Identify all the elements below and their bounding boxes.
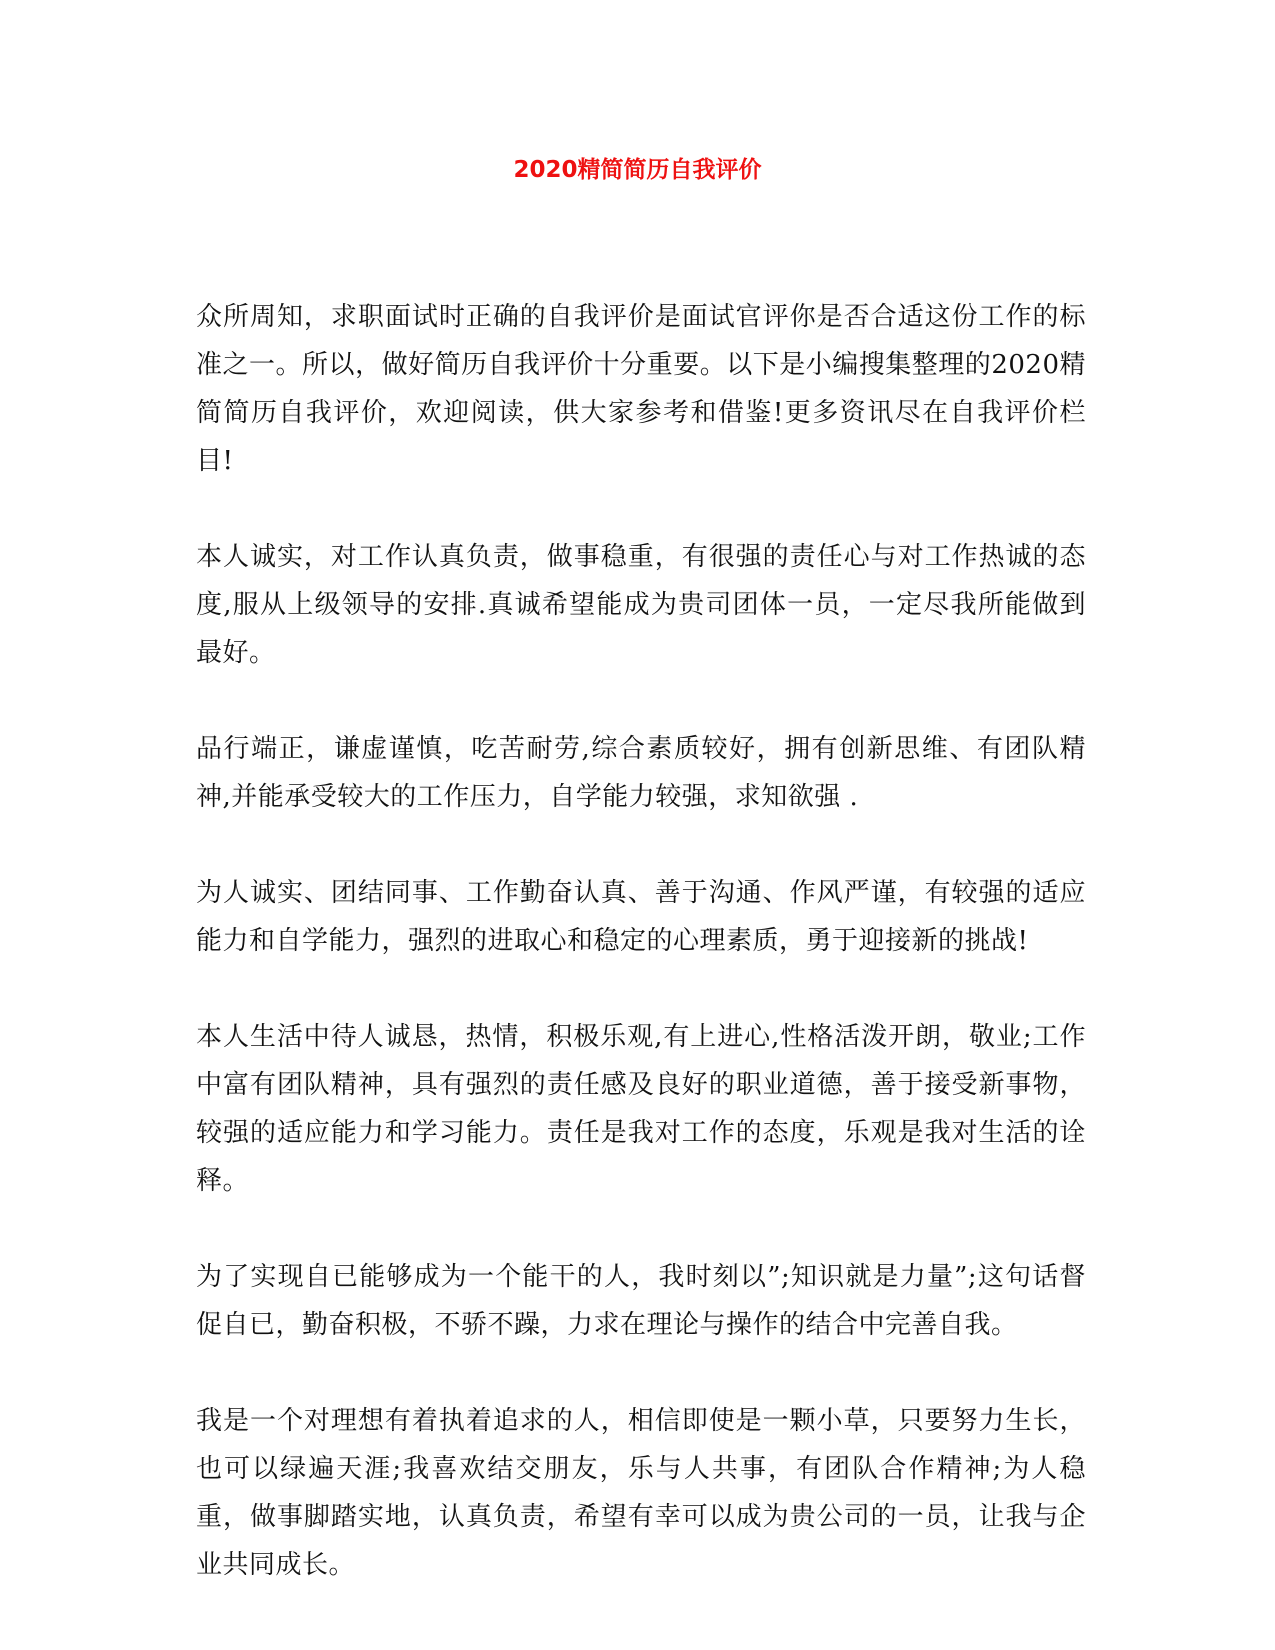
paragraph-knowledge-is-power: 为了实现自已能够成为一个能干的人，我时刻以”;知识就是力量”;这句话督促自已，勤奋积极，不骄不躁，力求在理论与操作的结合中完善自我。	[196, 1262, 1086, 1340]
paragraph-honest-responsible: 本人诚实，对工作认真负责，做事稳重，有很强的责任心与对工作热诚的态度,服从上级领导的安排.真诚希望能成为贵司团体一员，一定尽我所能做到最好。	[196, 542, 1086, 668]
paragraph-character: 品行端正，谦虚谨慎，吃苦耐劳,综合素质较好，拥有创新思维、有团队精神,并能承受较大的工作压力，自学能力较强，求知欲强 .	[196, 734, 1086, 812]
paragraph-teamwork: 为人诚实、团结同事、工作勤奋认真、善于沟通、作风严谨，有较强的适应能力和自学能力，强烈的进取心和稳定的心理素质，勇于迎接新的挑战!	[196, 878, 1086, 956]
paragraph-intro: 众所周知，求职面试时正确的自我评价是面试官评你是否合适这份工作的标准之一。所以，做好简历自我评价十分重要。以下是小编搜集整理的2020精简简历自我评价，欢迎阅读，供大家参考和借鉴!更多资讯尽在自我评价栏目!	[196, 302, 1086, 476]
document-title: 2020精简简历自我评价	[513, 157, 762, 183]
paragraph-life-attitude: 本人生活中待人诚恳，热情，积极乐观,有上进心,性格活泼开朗，敬业;工作中富有团队精神，具有强烈的责任感及良好的职业道德，善于接受新事物，较强的适应能力和学习能力。责任是我对工作的态度，乐观是我对生活的诠释。	[196, 1022, 1086, 1196]
paragraph-ideals: 我是一个对理想有着执着追求的人，相信即使是一颗小草，只要努力生长，也可以绿遍天涯;我喜欢结交朋友，乐与人共事，有团队合作精神;为人稳重，做事脚踏实地，认真负责，希望有幸可以成为贵公司的一员，让我与企业共同成长。	[196, 1406, 1086, 1580]
document-body	[196, 293, 1086, 1637]
